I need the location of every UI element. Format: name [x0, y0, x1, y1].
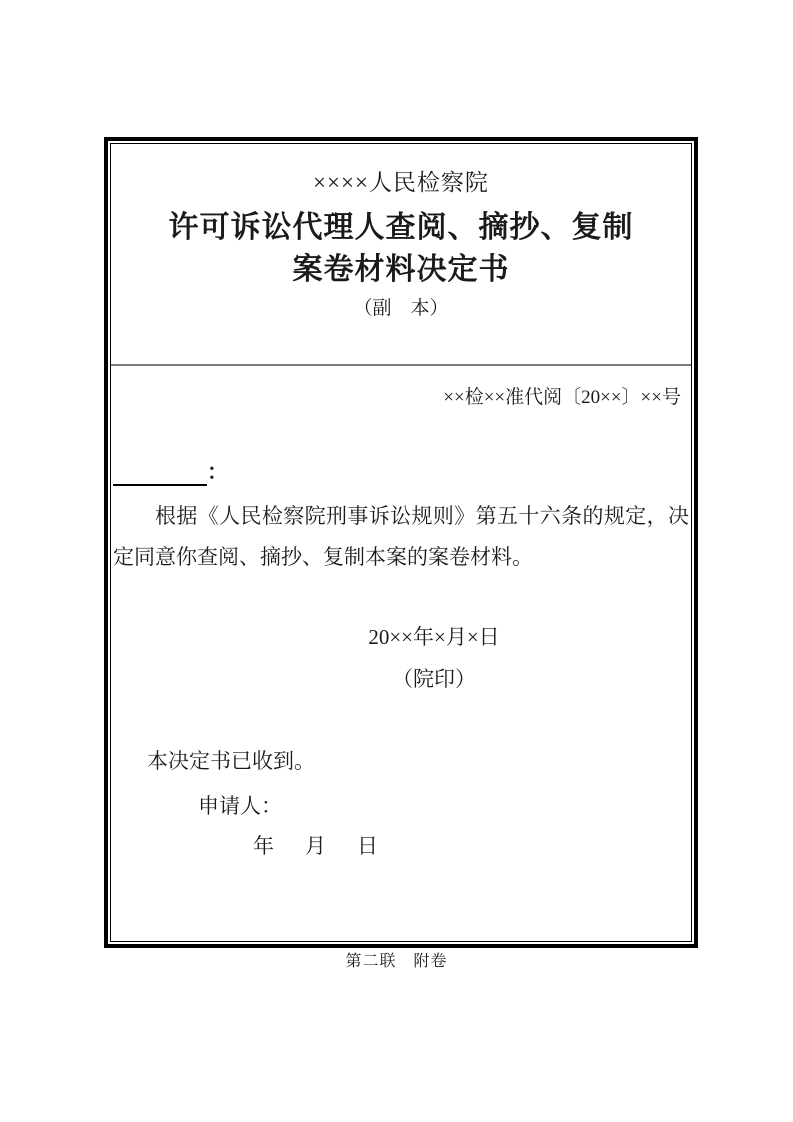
document-frame-inner: [110, 143, 692, 942]
receipt-acknowledgement: 本决定书已收到。: [147, 749, 315, 773]
document-frame: [104, 137, 698, 948]
document-title-line-1: 许可诉讼代理人查阅、摘抄、复制: [168, 211, 634, 244]
decision-date: 20××年×月×日: [368, 625, 500, 649]
procuratorate-name: ××××人民检察院: [313, 170, 489, 195]
header-separator-line: [111, 364, 691, 366]
copy-routing-note: 第二联 附卷: [345, 953, 448, 970]
recipient-colon: ：: [207, 460, 228, 484]
decision-body-line-2: 定同意你查阅、摘抄、复制本案的案卷材料。: [113, 545, 533, 569]
document-title-line-2: 案卷材料决定书: [292, 253, 510, 286]
recipient-name-blank: [113, 458, 207, 486]
recipient-line: [113, 458, 228, 488]
copy-type-label: （副 本）: [353, 298, 449, 319]
decision-body: [113, 496, 689, 578]
decision-body-line-1: 根据《人民检察院刑事诉讼规则》第五十六条的规定，决: [155, 504, 689, 528]
applicant-label: 申请人：: [198, 794, 282, 818]
court-seal-placeholder: （院印）: [392, 667, 476, 691]
document-number: ××检××准代阅〔20××〕××号: [443, 387, 681, 408]
signature-date-blank: 年 月 日: [253, 834, 383, 858]
